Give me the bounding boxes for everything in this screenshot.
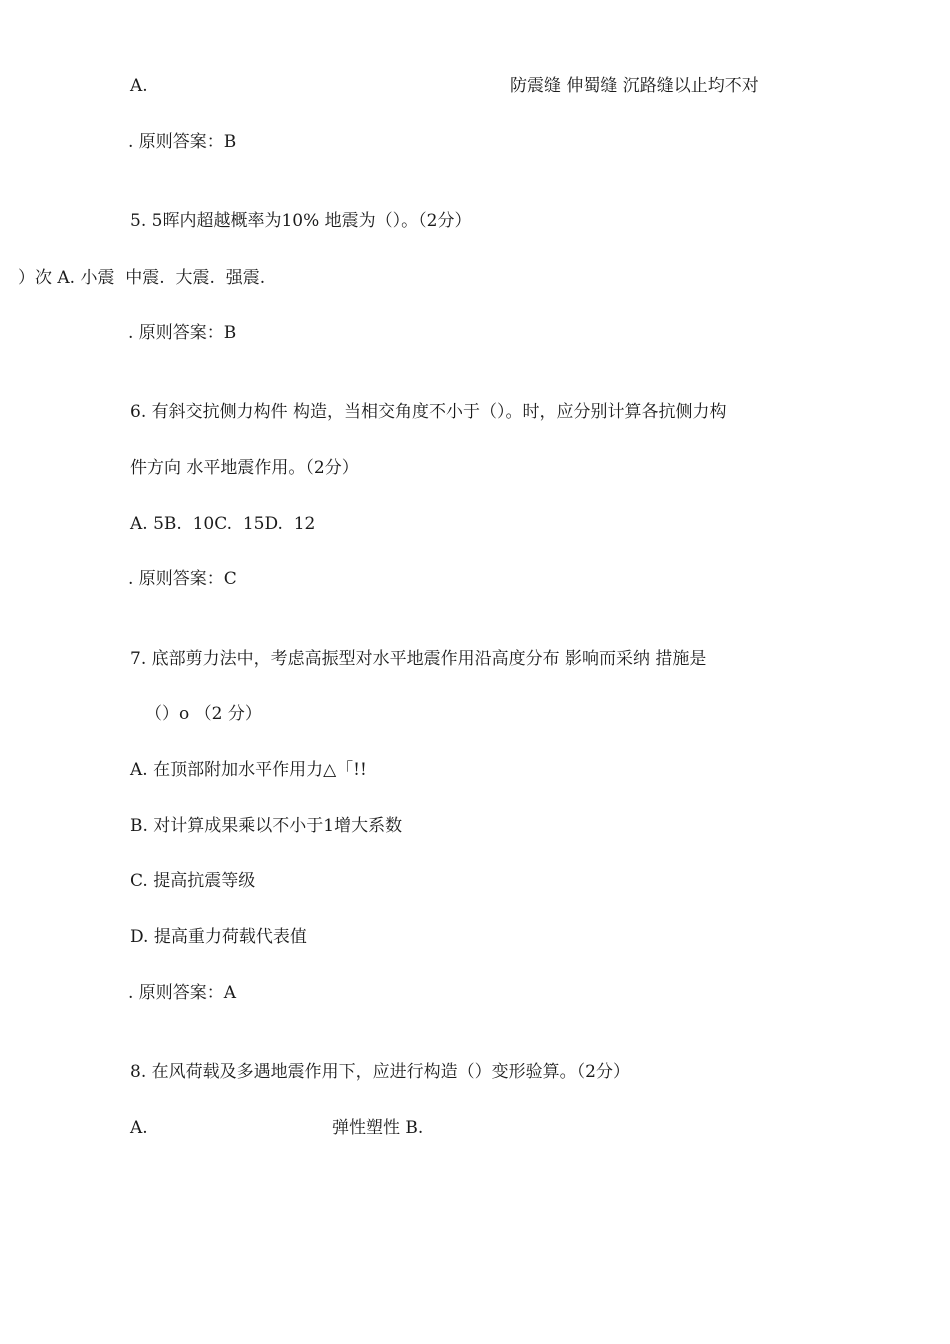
q7-option-c: C. 提高抗震等级 <box>130 871 256 891</box>
q6-question-line2: 件方向 水平地震作用。（2分） <box>130 458 359 478</box>
q6-question-line1: 6. 有斜交抗侧力构件 构造，当相交角度不小于（）。时，应分别计算各抗侧力构 <box>130 402 727 422</box>
q8-question: 8. 在风荷载及多遇地震作用下，应进行构造（）变形验算。（2分） <box>130 1062 630 1082</box>
q7-option-b: B. 对计算成果乘以不小于1增大系数 <box>130 816 403 836</box>
q5-options: ）次 A. 小震 中震. 大震. 强震. <box>18 268 266 288</box>
q5-question: 5. 5晖内超越概率为10% 地震为（）。（2分） <box>130 211 472 231</box>
q5-answer: . 原则答案：B <box>128 323 237 343</box>
q6-answer: . 原则答案：C <box>128 569 237 589</box>
q7-option-d: D. 提高重力荷载代表值 <box>130 927 307 947</box>
q8-option-a-text: 弹性塑性 B. <box>332 1118 424 1138</box>
q6-options: A. 5B. 10C. 15D. 12 <box>130 514 316 534</box>
q4-option-a-text: 防震缝 伸蜀缝 沉路缝以止均不对 <box>510 76 759 96</box>
q7-question-line1: 7. 底部剪力法中，考虑高振型对水平地震作用沿高度分布 影响而采纳 措施是 <box>130 649 707 669</box>
q7-option-a: A. 在顶部附加水平作用力△「!! <box>130 760 367 780</box>
q4-option-a-label: A. <box>130 76 148 96</box>
q7-answer: . 原则答案：A <box>128 983 237 1003</box>
q7-question-line2: （）o （2 分） <box>145 704 262 724</box>
q4-answer: . 原则答案：B <box>128 132 237 152</box>
q8-option-a-label: A. <box>130 1118 148 1138</box>
